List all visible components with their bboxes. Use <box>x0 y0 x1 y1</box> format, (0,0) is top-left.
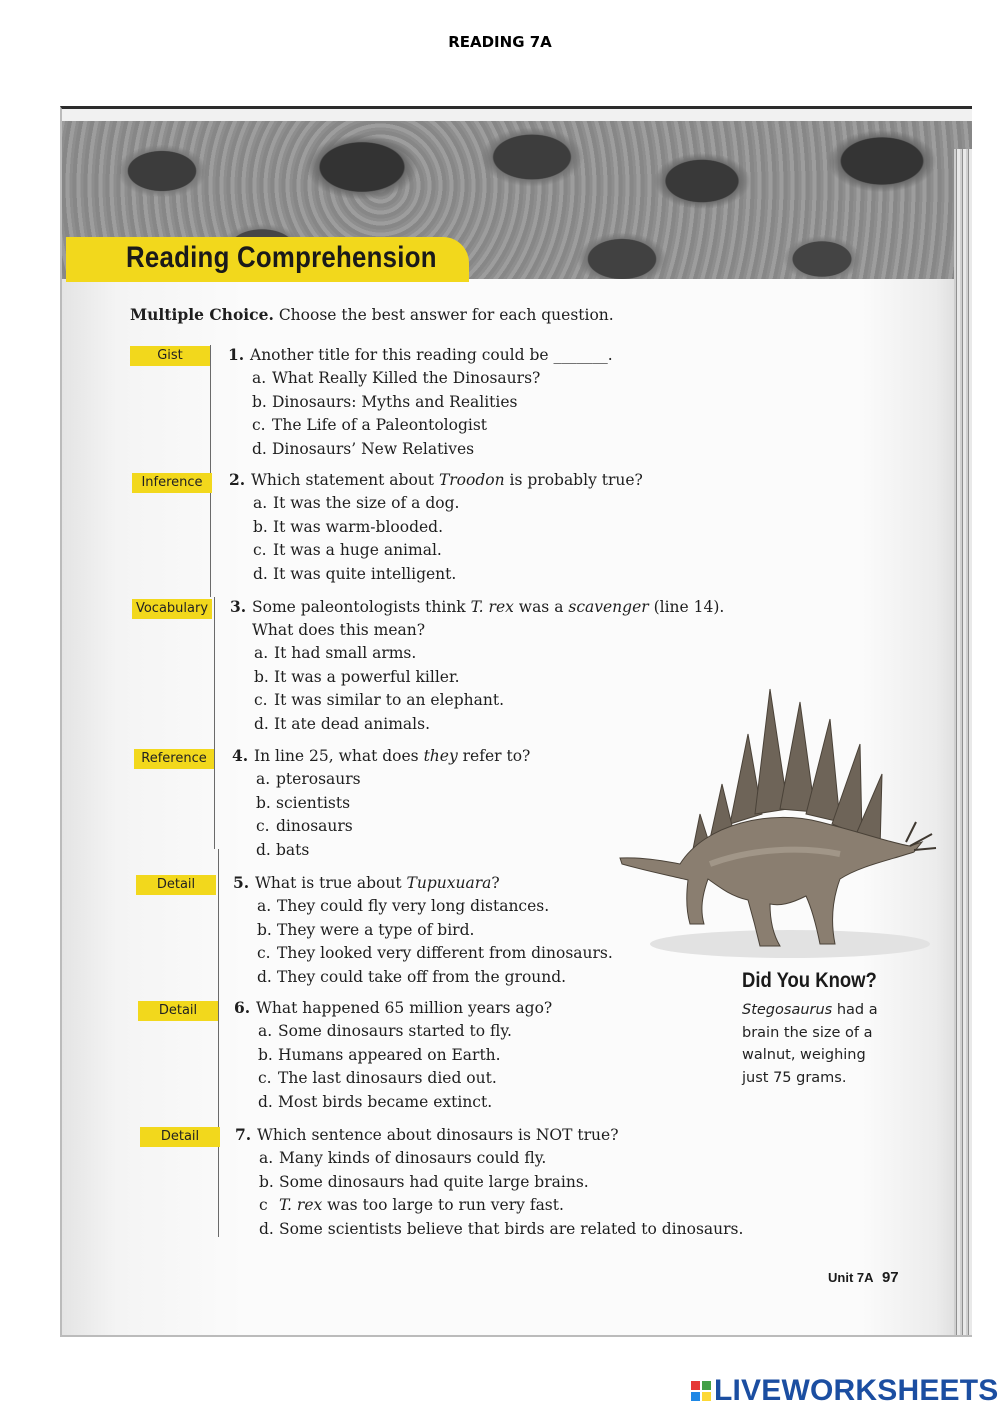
answer-option[interactable]: a. What Really Killed the Dinosaurs? <box>252 369 541 387</box>
brand-square <box>691 1381 700 1390</box>
answer-option[interactable]: d. It was quite intelligent. <box>253 564 457 583</box>
answer-option[interactable]: a. It had small arms. <box>254 644 417 662</box>
answer-option[interactable]: a. pterosaurs <box>256 770 361 788</box>
answer-option[interactable]: a. Many kinds of dinosaurs could fly. <box>259 1149 547 1167</box>
answer-option[interactable]: b. Dinosaurs: Myths and Realities <box>252 392 518 411</box>
answer-option[interactable]: a. They could fly very long distances. <box>257 897 550 915</box>
document-title: READING 7A <box>448 33 552 51</box>
unit-label: Unit 7A <box>828 1270 874 1285</box>
answer-option[interactable]: b. Some dinosaurs had quite large brains. <box>259 1172 589 1191</box>
answer-option[interactable]: c. They looked very different from dinosaurs. <box>257 944 613 962</box>
answer-option[interactable]: a. It was the size of a dog. <box>253 494 460 512</box>
answer-option[interactable]: b. They were a type of bird. <box>257 920 475 939</box>
answer-option[interactable]: a. Some dinosaurs started to fly. <box>258 1022 512 1040</box>
brand-squares-icon <box>691 1381 711 1401</box>
section-title: Reading Comprehension <box>126 241 437 274</box>
question-divider-line <box>210 345 211 597</box>
question-number: 1. <box>228 345 245 364</box>
answer-option[interactable]: b. It was warm-blooded. <box>253 517 444 536</box>
skill-tag-vocabulary: Vocabulary <box>132 599 212 619</box>
answer-option[interactable]: d. They could take off from the ground. <box>257 967 567 986</box>
brand-square <box>702 1381 711 1390</box>
page-number: 97 <box>881 1269 899 1286</box>
brand-square <box>702 1392 711 1401</box>
answer-option[interactable]: c. The last dinosaurs died out. <box>258 1069 497 1087</box>
answer-option[interactable]: c. It was similar to an elephant. <box>254 691 504 709</box>
page-edge-shadow <box>954 149 972 1335</box>
answer-option[interactable]: d. Most birds became extinct. <box>258 1092 493 1111</box>
answer-option[interactable]: d. Some scientists believe that birds are related to dinosaurs. <box>259 1219 744 1238</box>
answer-option[interactable]: c. dinosaurs <box>256 817 353 835</box>
answer-option[interactable]: c T. rex was too large to run very fast. <box>259 1196 564 1214</box>
question-1 <box>228 343 613 461</box>
answer-option[interactable]: d. It ate dead animals. <box>254 714 430 733</box>
answer-option[interactable]: c. It was a huge animal. <box>253 541 442 559</box>
answer-option[interactable]: b. Humans appeared on Earth. <box>258 1045 501 1064</box>
question-3: 3. Some paleontologists think T. rex was a scavenger (line 14). What does this mean? a. It had small arms. b. It was a powerful killer. c. It was similar to an elephant. d. It ate dead animals. <box>230 595 724 736</box>
skill-tag-detail: Detail <box>138 1001 218 1021</box>
answer-option[interactable]: d. Dinosaurs’ New Relatives <box>252 439 475 458</box>
skill-tag-reference: Reference <box>134 749 214 769</box>
stegosaurus-illustration <box>610 674 940 974</box>
question-4: 4. In line 25, what does they refer to? a. pterosaurs b. scientists c. dinosaurs d. bats <box>232 744 530 862</box>
answer-option[interactable]: c. The Life of a Paleontologist <box>252 416 488 434</box>
did-you-know-text: Stegosaurus had a brain the size of a walnut, weighing just 75 grams. <box>742 1002 878 1086</box>
instructions-label: Multiple Choice. <box>130 305 274 324</box>
brand-name: LIVEWORKSHEETS <box>714 1374 999 1407</box>
answer-option[interactable]: b. It was a powerful killer. <box>254 667 460 686</box>
answer-option[interactable]: d. bats <box>256 840 310 859</box>
question-2: 2. Which statement about Troodon is probably true? a. It was the size of a dog. b. It was warm-blooded. c. It was a huge animal. d. It was quite intelligent. <box>229 468 643 586</box>
did-you-know-title: Did You Know? <box>742 969 877 992</box>
instructions-text: Choose the best answer for each question. <box>278 306 614 324</box>
scanned-page <box>60 106 972 1337</box>
skill-tag-detail: Detail <box>136 875 216 895</box>
question-stem: Another title for this reading could be _______. <box>250 346 613 364</box>
question-divider-line <box>218 849 219 1237</box>
answer-option[interactable]: b. scientists <box>256 793 351 812</box>
page-footer <box>828 1269 899 1287</box>
question-divider-line <box>214 597 215 849</box>
brand-square <box>691 1392 700 1401</box>
question-5: 5. What is true about Tupuxuara? a. They could fly very long distances. b. They were a type of bird. c. They looked very different from dinosaurs. d. They could take off from the ground. <box>233 871 613 989</box>
skill-tag-detail: Detail <box>140 1127 220 1147</box>
skill-tag-inference: Inference <box>132 473 212 493</box>
liveworksheets-logo <box>691 1376 999 1406</box>
skill-tag-gist: Gist <box>130 346 210 366</box>
banner-top-edge <box>62 109 972 121</box>
question-6: 6. What happened 65 million years ago? a. Some dinosaurs started to fly. b. Humans appeared on Earth. c. The last dinosaurs died out. d. Most birds became extinct. <box>234 996 552 1114</box>
question-7: 7. Which sentence about dinosaurs is NOT true? a. Many kinds of dinosaurs could fly. b. Some dinosaurs had quite large brains. c T. rex was too large to run very fast. d. Some scientists believe that birds are related to dinosaurs. <box>235 1123 743 1241</box>
instructions <box>130 305 614 324</box>
